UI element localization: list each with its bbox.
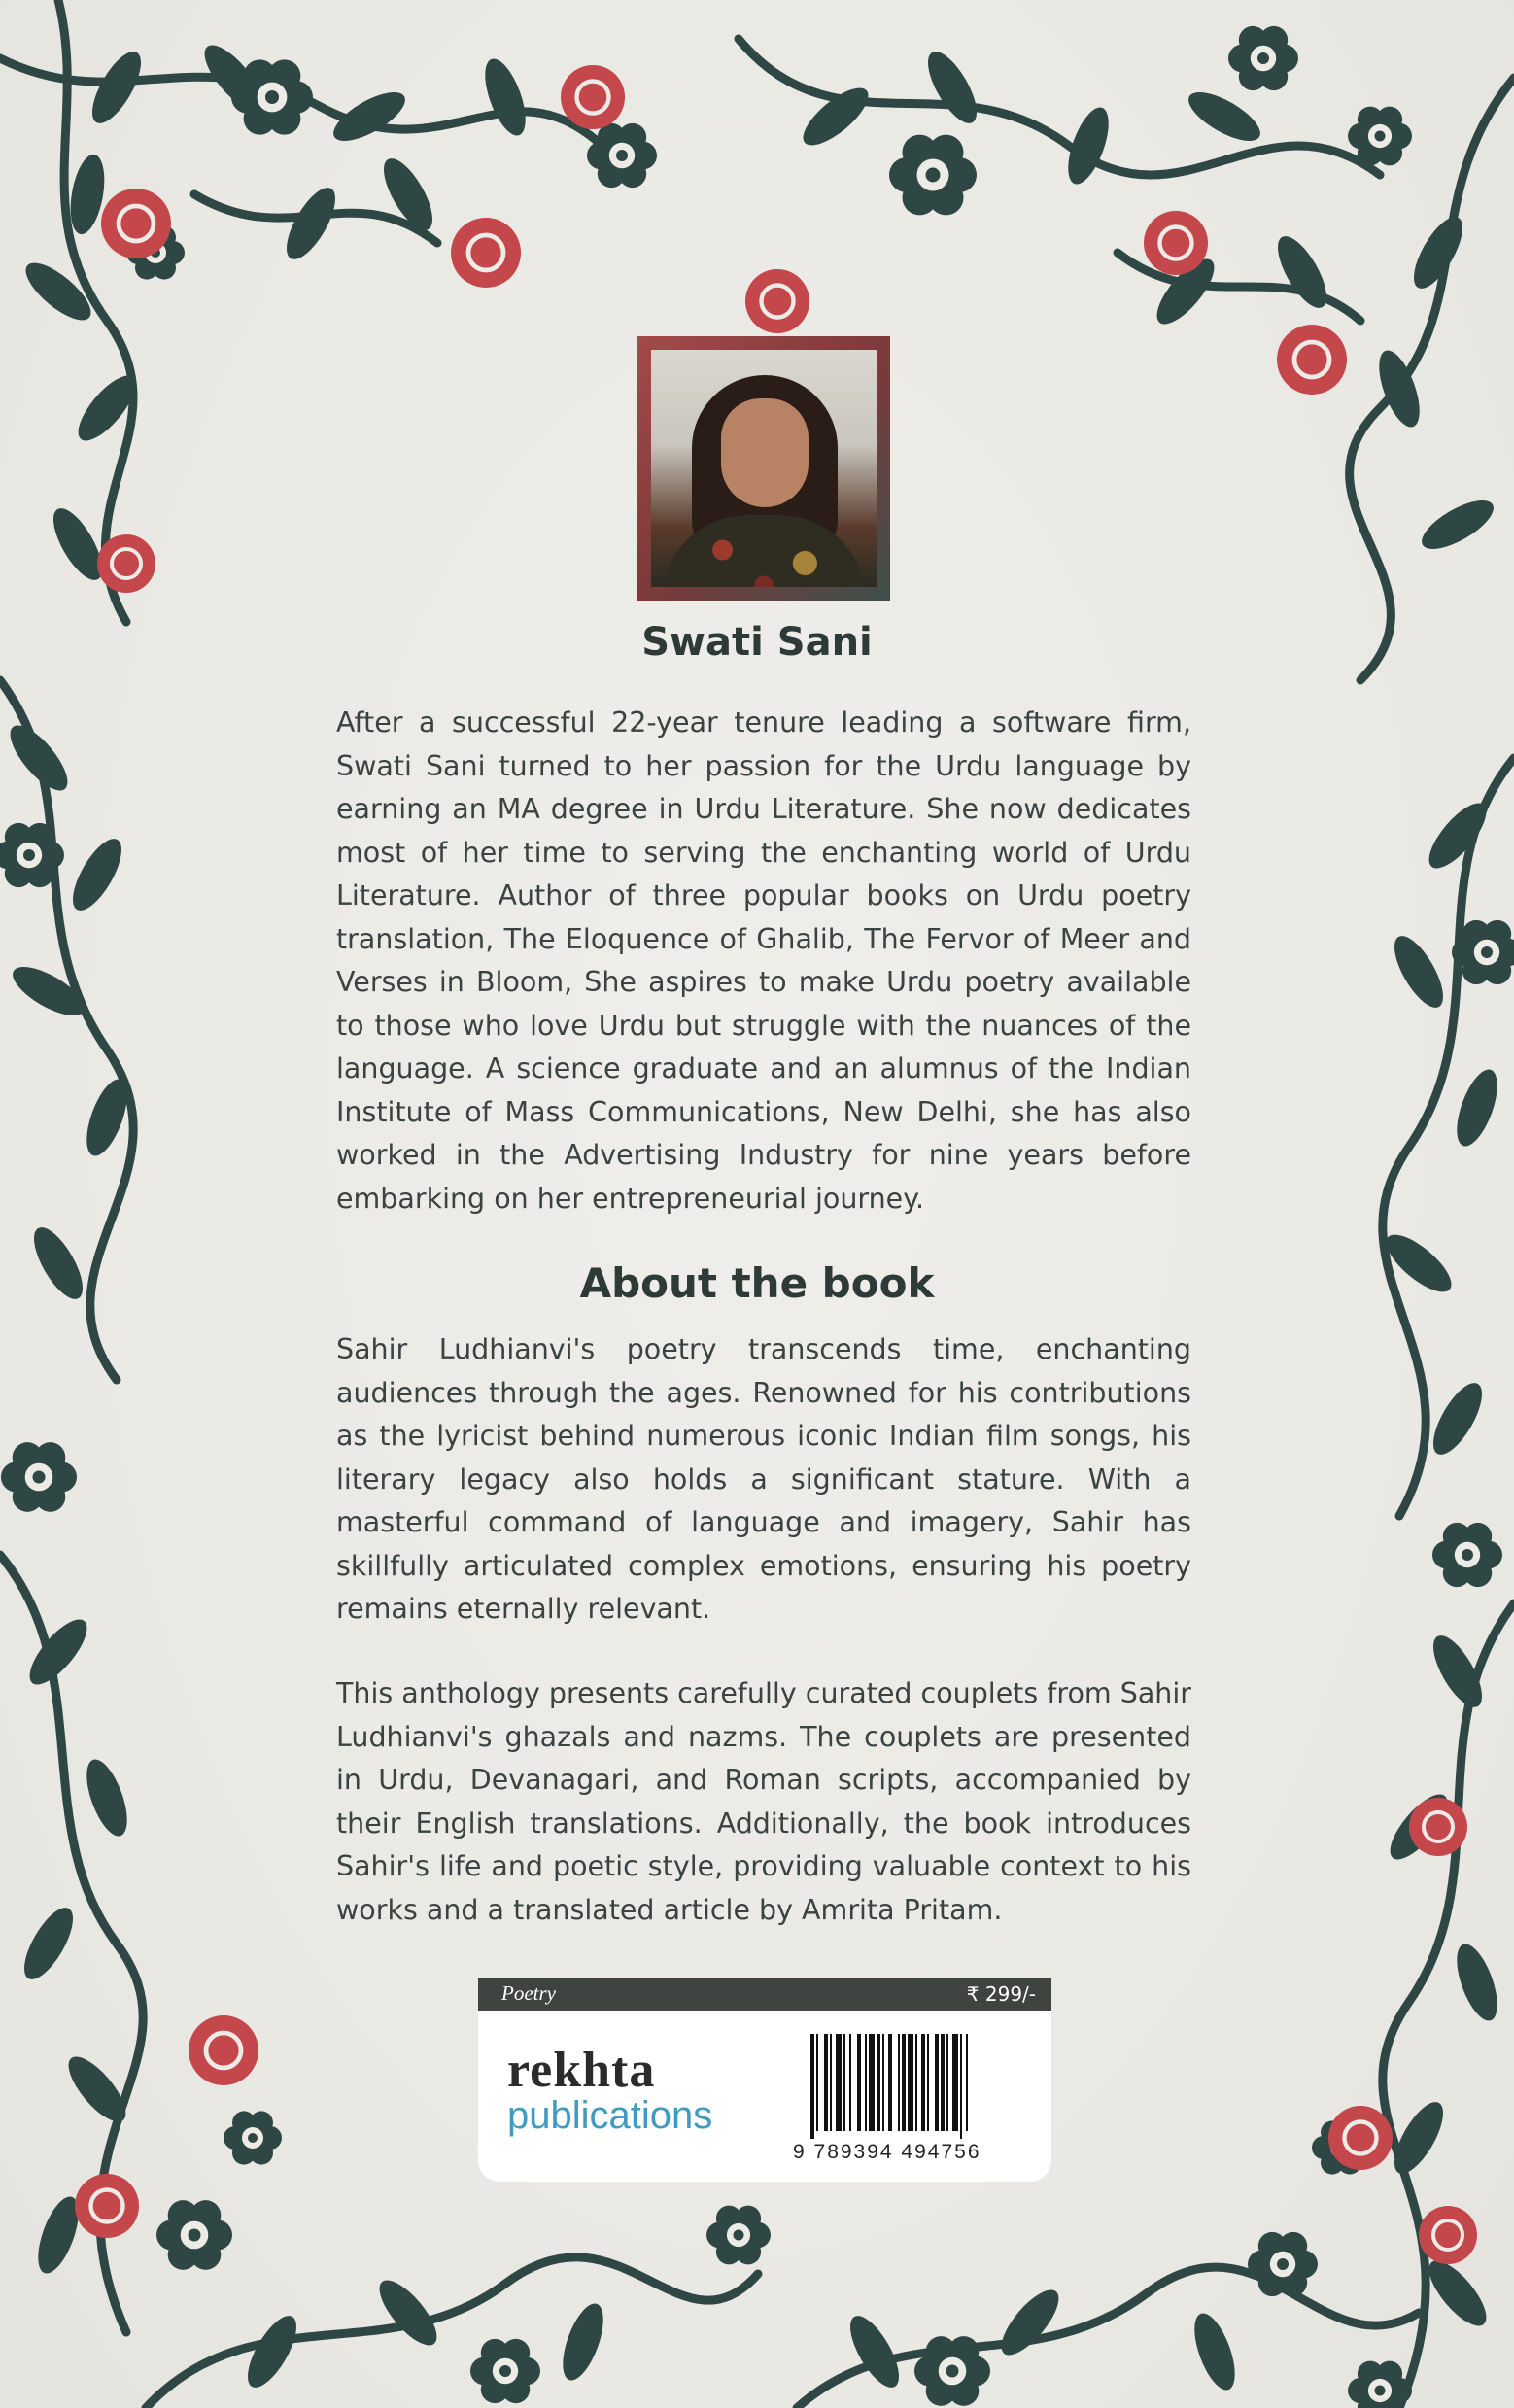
rosette-flower — [706, 2206, 771, 2265]
author-bio: After a successful 22-year tenure leading a software firm, Swati Sani turned to her passion for the Urdu language by earning an MA degree in Urdu Literature. She now dedicates most of her time to serving the enchanting world of Urdu Literature. Author of three popular books on Urdu poetry translation, The Eloquence of Ghalib, The Fervor of Meer and Verses in Bloom, She aspires to make Urdu poetry available to those who love Urdu but struggle with the nuances of the language. A science graduate and an alumnus of the Indian Institute of Mass Communications, New Delhi, she has also worked in the Advertising Industry for nine years before embarking on her entrepreneurial journey. — [336, 706, 1191, 1215]
barcode-bar — [908, 2034, 913, 2131]
vine-stem — [1383, 758, 1514, 1516]
barcode-bar — [857, 2034, 861, 2131]
leaf — [1420, 2253, 1496, 2334]
red-blossom — [1144, 211, 1208, 275]
barcode-bar — [935, 2034, 939, 2131]
rosette-flower — [889, 135, 977, 216]
leaf — [1449, 1064, 1506, 1151]
author-photo — [651, 350, 877, 587]
red-blossom — [1409, 1798, 1467, 1856]
leaf — [841, 2309, 908, 2394]
red-blossom — [451, 218, 521, 288]
rosette-flower — [1, 1442, 77, 1512]
red-blossom — [1277, 325, 1347, 395]
barcode-bar — [830, 2034, 832, 2131]
red-blossom — [189, 2015, 258, 2085]
leaf — [1268, 229, 1335, 315]
red-blossom — [1419, 2206, 1477, 2264]
rosette-flower — [156, 2200, 232, 2270]
about-paragraph-2: This anthology presents carefully curated couplets from Sahir Ludhianvi's ghazals and nazms. The couplets are presented in Urdu, Devanagari, and Roman scripts, accompanied by their English translations. Additionally, the book introduces Sahir's life and poetic style, providing valuable context to his works and a translated article by Amrita Pritam. — [336, 1677, 1191, 1926]
leaf — [918, 45, 985, 130]
leaf — [1420, 795, 1496, 877]
rosette-flower — [470, 2339, 540, 2403]
leaf — [238, 2309, 305, 2394]
barcode-bar — [915, 2034, 917, 2131]
red-blossom — [75, 2174, 139, 2238]
barcode-bar — [888, 2034, 892, 2131]
price-label: ₹ 299/- — [966, 1982, 1036, 2006]
barcode-bar — [927, 2034, 929, 2131]
barcode-bar — [816, 2034, 818, 2131]
rosette-flower — [1228, 26, 1298, 90]
rosette-flower — [224, 2111, 282, 2164]
barcode-bar — [877, 2034, 880, 2131]
leaf — [277, 181, 344, 266]
leaf — [370, 2272, 446, 2354]
leaf — [79, 1754, 136, 1840]
leaf — [83, 45, 150, 130]
publisher-logo-subtitle: publications — [507, 2094, 713, 2137]
barcode-bar — [946, 2034, 948, 2131]
barcode-bar — [941, 2034, 945, 2131]
barcode-bar — [966, 2034, 968, 2131]
rosette-flower — [1248, 2232, 1318, 2296]
about-heading: About the book — [579, 1259, 935, 1307]
barcode-bar — [810, 2034, 814, 2139]
author-name: Swati Sani — [641, 620, 873, 665]
barcode-bar — [898, 2034, 900, 2131]
leaf — [63, 832, 130, 917]
leaf — [1182, 83, 1267, 150]
isbn-barcode — [809, 2034, 1032, 2139]
label-bar — [478, 1978, 1051, 2011]
leaf — [1415, 491, 1500, 558]
leaf — [477, 53, 534, 140]
rosette-flower — [1348, 2361, 1412, 2408]
leaf — [1187, 2308, 1244, 2394]
red-blossom — [101, 189, 171, 258]
publisher-logo-name: rekhta — [507, 2043, 656, 2098]
barcode-bar — [869, 2034, 875, 2131]
leaf — [992, 2282, 1068, 2363]
leaf — [20, 1611, 96, 1693]
leaf — [1, 717, 77, 799]
barcode-bar — [952, 2034, 958, 2131]
leaf — [1449, 1939, 1506, 2025]
leaf — [1385, 929, 1452, 1015]
vine-stem — [146, 2257, 758, 2408]
leaf — [555, 2298, 612, 2385]
barcode-bar — [824, 2034, 828, 2131]
leaf — [1424, 1376, 1491, 1462]
red-blossom — [97, 534, 155, 593]
genre-label: Poetry — [501, 1981, 556, 2005]
about-paragraph-1: Sahir Ludhianvi's poetry transcends time, enchanting audiences through the ages. Renowned for his contributions as the lyricist behind numerous iconic Indian film songs, his literary legacy also holds a significant stature. With a masterful command of language and imagery, Sahir has skillfully articulated complex emotions, ensuring his poetry remains eternally relevant. — [336, 1333, 1191, 1625]
barcode-bar — [836, 2034, 842, 2131]
red-blossom — [1328, 2106, 1393, 2170]
isbn-number: 9 789394 494756 — [793, 2141, 981, 2163]
author-photo-frame — [637, 336, 890, 601]
barcode-bar — [921, 2034, 925, 2131]
rosette-flower — [1432, 1523, 1502, 1587]
leaf — [15, 1901, 82, 1986]
publisher-label — [478, 1978, 1051, 2182]
barcode-bar — [882, 2034, 884, 2131]
barcode-bar — [843, 2034, 845, 2131]
rosette-flower — [587, 123, 657, 188]
red-blossom — [745, 269, 809, 333]
barcode-bar — [849, 2034, 851, 2131]
red-blossom — [561, 65, 625, 129]
barcode-bar — [865, 2034, 867, 2131]
barcode-bar — [960, 2034, 962, 2139]
barcode-bar — [902, 2034, 906, 2131]
